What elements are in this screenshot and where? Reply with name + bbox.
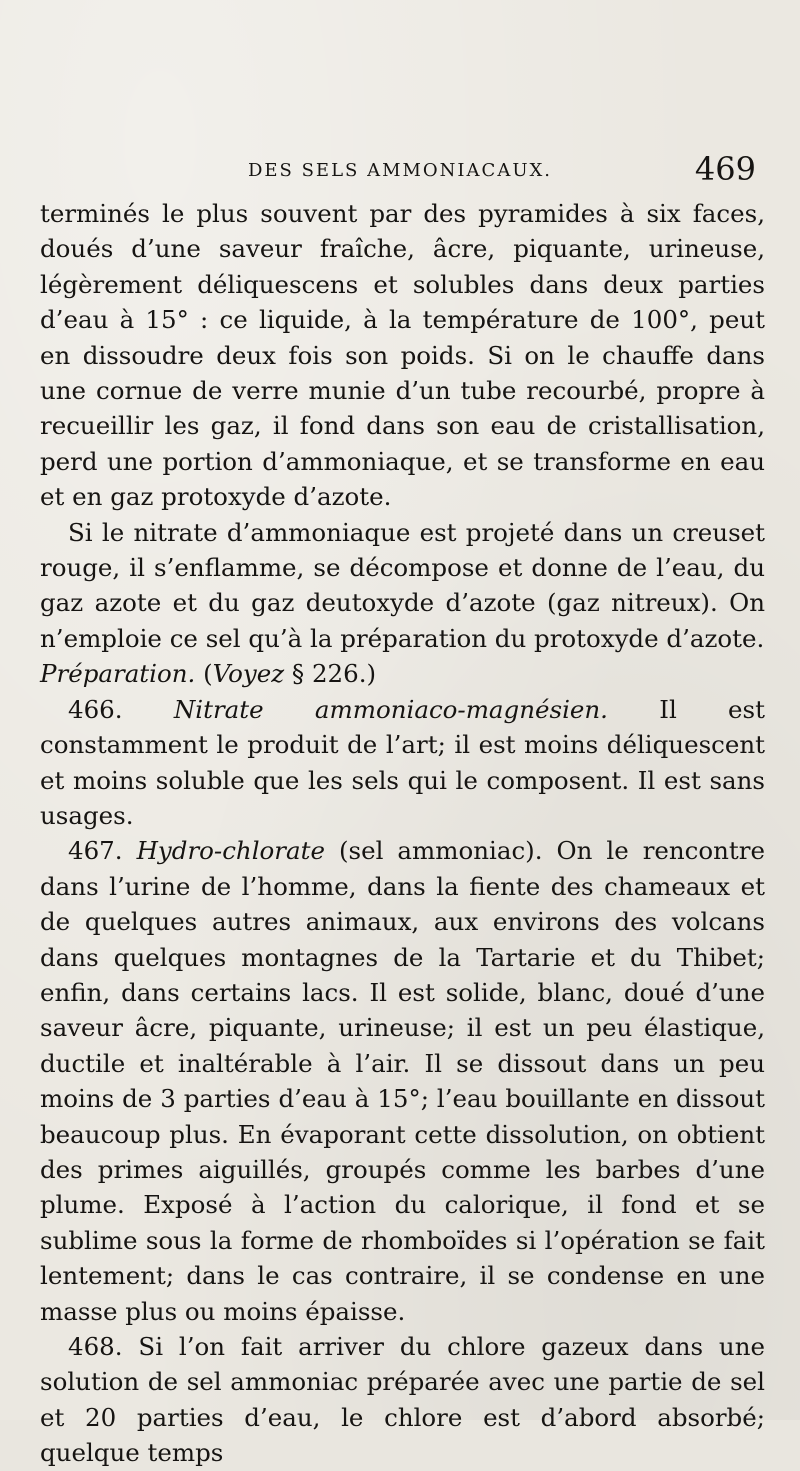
preparation-label: Préparation.	[40, 659, 196, 689]
body-text	[40, 196, 765, 1471]
running-head: DES SELS AMMONIACAUX.	[247, 160, 553, 181]
paragraph-preparation	[40, 656, 765, 691]
paragraph-467	[40, 833, 765, 1329]
section-text-467: (sel ammoniac). On le rencontre dans l’urine de l’homme, dans la fiente des chameaux et de quelques autres animaux, aux environs des volcans dans quelques montagnes de la Tartarie et du Thibet; enfin, dans certains lacs. Il est solide, blanc, doué d’une saveur âcre, piquante, urineuse; il est un peu élastique, ductile et inaltérable à l’air. Il se dissout dans un peu moins de 3 parties d’eau à 15°; l’eau bouillante en dissout beaucoup plus. En évaporant cette dissolution, on obtient des primes aiguillés, groupés comme les barbes d’une plume. Exposé à l’action du calorique, il fond et se sublime sous la forme de rhomboïdes si l’opération se fait lentement; dans le cas contraire, il se condense en une masse plus ou moins épaisse.	[40, 836, 765, 1326]
paragraph-466	[40, 692, 765, 834]
section-number-467: 467.	[68, 836, 123, 866]
reference-section: § 226.)	[291, 659, 377, 689]
section-number-468: 468.	[68, 1332, 123, 1361]
section-number-466: 466.	[68, 694, 123, 724]
section-text-466: Il est constamment le produit de l’art; il est moins déliquescent et moins soluble que les sels qui le composent. Il est sans usages.	[40, 694, 765, 830]
reference-voyez: Voyez	[212, 659, 285, 689]
page-header	[0, 150, 800, 190]
section-title-466: Nitrate ammoniaco-magnésien.	[173, 694, 608, 724]
paragraph-continuation: terminés le plus souvent par des pyramides à six faces, doués d’une saveur fraîche, âcre, piquante, urineuse, légèrement déliquescens et solubles dans deux parties d’eau à 15° : ce liquide, à la température de 100°, peut en dissoudre deux fois son poids. Si on le chauffe dans une cornue de verre munie d’un tube recourbé, propre à recueillir les gaz, il fond dans son eau de cristallisation, perd une portion d’ammoniaque, et se transforme en eau et en gaz protoxyde d’azote.	[40, 199, 765, 512]
section-text-468: Si l’on fait arriver du chlore gazeux dans une solution de sel ammoniac préparée avec une partie de sel et 20 parties d’eau, le chlore est d’abord absorbé; quelque temps	[40, 1332, 765, 1468]
page-number: 469	[694, 150, 756, 188]
section-title-467: Hydro-chlorate	[136, 836, 325, 866]
paragraph-nitrate-creuset: Si le nitrate d’ammoniaque est projeté dans un creuset rouge, il s’enflamme, se décompose et donne de l’eau, du gaz azote et du gaz deutoxyde d’azote (gaz nitreux). On n’emploie ce sel qu’à la préparation du protoxyde d’azote.	[40, 517, 765, 653]
paragraph-468	[40, 1329, 765, 1471]
reference-open: (	[203, 659, 213, 689]
